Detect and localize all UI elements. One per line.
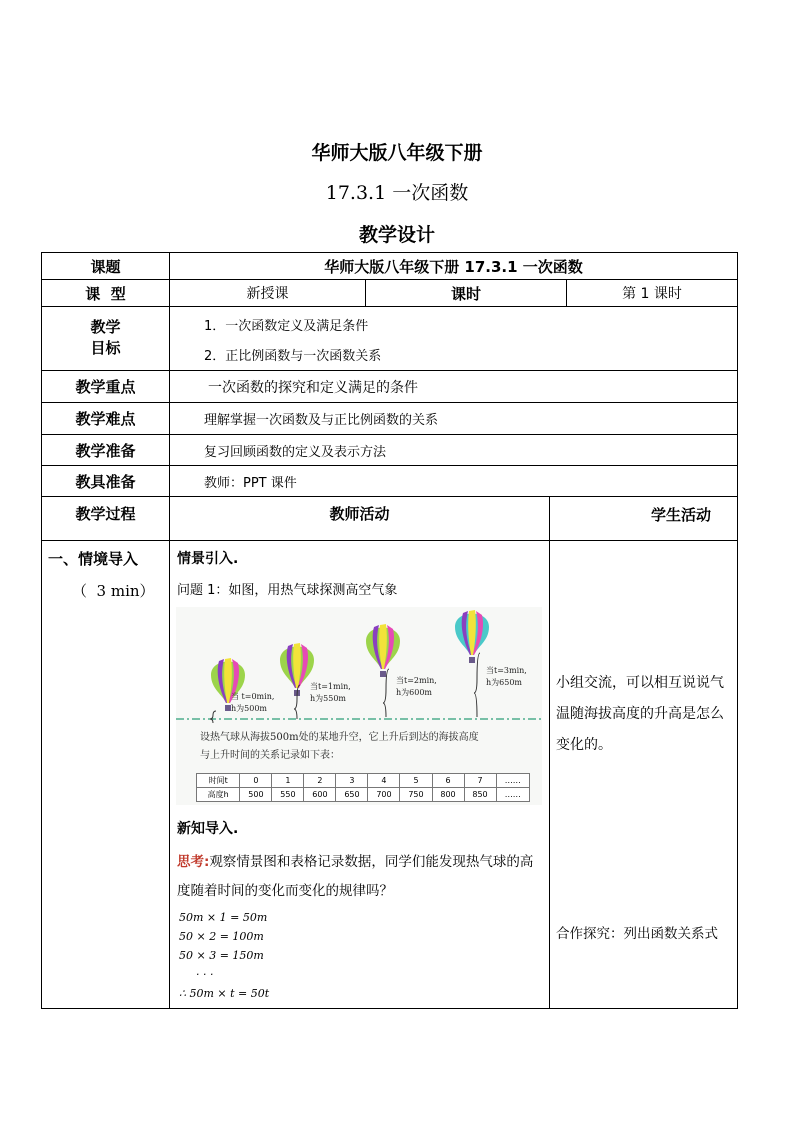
balloon-4 (455, 610, 489, 663)
table-cell: 4 (368, 774, 400, 788)
type-label: 课 型 (85, 284, 126, 303)
table-cell: 700 (368, 788, 400, 802)
table-cell: 高度h (197, 788, 240, 802)
balloon-3 (366, 624, 400, 677)
key-value: 一次函数的探究和定义满足的条件 (208, 379, 418, 396)
table-cell: 500 (240, 788, 272, 802)
hours-value: 第 1 课时 (622, 286, 682, 302)
table-cell: 550 (272, 788, 304, 802)
key-label: 教学重点 (75, 378, 136, 396)
table-cell: 7 (464, 774, 496, 788)
tools-label: 教具准备 (75, 472, 136, 491)
goals-label-line1: 教学 (90, 318, 121, 336)
balloon-label-1: 当 t=0min, h为500m (231, 692, 275, 713)
math-line-4: · · · (196, 968, 214, 981)
math-line-5: ∴ 50m × t = 50t (179, 987, 270, 1000)
goal-1: 1．一次函数定义及满足条件 (204, 319, 369, 334)
balloon-label-3: 当t=2min, h为600m (396, 676, 437, 697)
table-cell: 5 (400, 774, 432, 788)
doc-type: 教学设计 (358, 224, 435, 246)
goals-label-line2: 目标 (90, 339, 121, 357)
balloon-label-2: 当t=1min, h为550m (310, 682, 351, 703)
process-label: 教学过程 (75, 504, 136, 523)
tools-value: 教师：PPT 课件 (204, 475, 297, 491)
think-label: 思考: (177, 854, 210, 870)
table-cell: 800 (432, 788, 464, 802)
table-cell: …… (496, 774, 529, 788)
teacher-activity-header: 教师活动 (329, 504, 390, 523)
math-line-3: 50 × 3 = 150m (179, 949, 264, 962)
balloon-figure (176, 607, 542, 805)
table-cell: 1 (272, 774, 304, 788)
table-cell: …… (496, 788, 529, 802)
section-1-time: （ 3 min） (72, 582, 155, 600)
table-cell: 650 (336, 788, 368, 802)
difficulty-value: 理解掌握一次函数及与正比例函数的关系 (204, 413, 439, 428)
new-knowledge-intro: 新知导入. (177, 821, 239, 837)
balloon-label-4: 当t=3min, h为650m (486, 666, 527, 687)
type-value: 新授课 (246, 286, 289, 302)
table-row-time (197, 774, 530, 788)
table-cell: 6 (432, 774, 464, 788)
table-cell: 时间t (197, 774, 240, 788)
student-activity-2: 合作探究：列出函数关系式 (556, 926, 718, 942)
table-cell: 3 (336, 774, 368, 788)
think-text: 观察情景图和表格记录数据，同学们能发现热气球的高度随着时间的变化而变化的规律吗？ (177, 854, 534, 899)
math-line-2: 50 × 2 = 100m (179, 930, 264, 943)
table-cell: 0 (240, 774, 272, 788)
question-1: 问题 1：如图，用热气球探测高空气象 (177, 583, 398, 598)
student-activity-1: 小组交流，可以相互说说气温随海拔高度的升高是怎么变化的。 (556, 675, 724, 753)
data-table (196, 773, 530, 802)
prep-value: 复习回顾函数的定义及表示方法 (204, 444, 387, 460)
table-cell: 850 (464, 788, 496, 802)
scene-intro: 情景引入. (177, 551, 239, 567)
hours-label: 课时 (450, 284, 481, 303)
figure-caption: 设热气球从海拔500m处的某地升空，它上升后到达的海拔高度 与上升时间的关系记录如下表： (200, 732, 479, 761)
student-activity-header: 学生活动 (651, 506, 712, 524)
math-line-1: 50m × 1 = 50m (179, 911, 268, 924)
prep-label: 教学准备 (75, 441, 136, 460)
section-1-title: 一、情境导入 (48, 550, 139, 568)
topic-value: 华师大版八年级下册 17.3.1 一次函数 (324, 257, 583, 276)
table-cell: 600 (304, 788, 336, 802)
table-cell: 2 (304, 774, 336, 788)
brace-1 (210, 711, 216, 723)
doc-title: 华师大版八年级下册 (311, 142, 483, 164)
topic-label: 课题 (90, 257, 121, 276)
difficulty-label: 教学难点 (75, 410, 136, 428)
goals-label (42, 317, 169, 359)
lesson-title: 17.3.1 一次函数 (325, 182, 469, 204)
goal-2: 2．正比例函数与一次函数关系 (204, 349, 382, 364)
think-paragraph (177, 848, 545, 906)
table-row-height (197, 788, 530, 802)
balloon-2 (280, 643, 314, 696)
table-cell: 750 (400, 788, 432, 802)
